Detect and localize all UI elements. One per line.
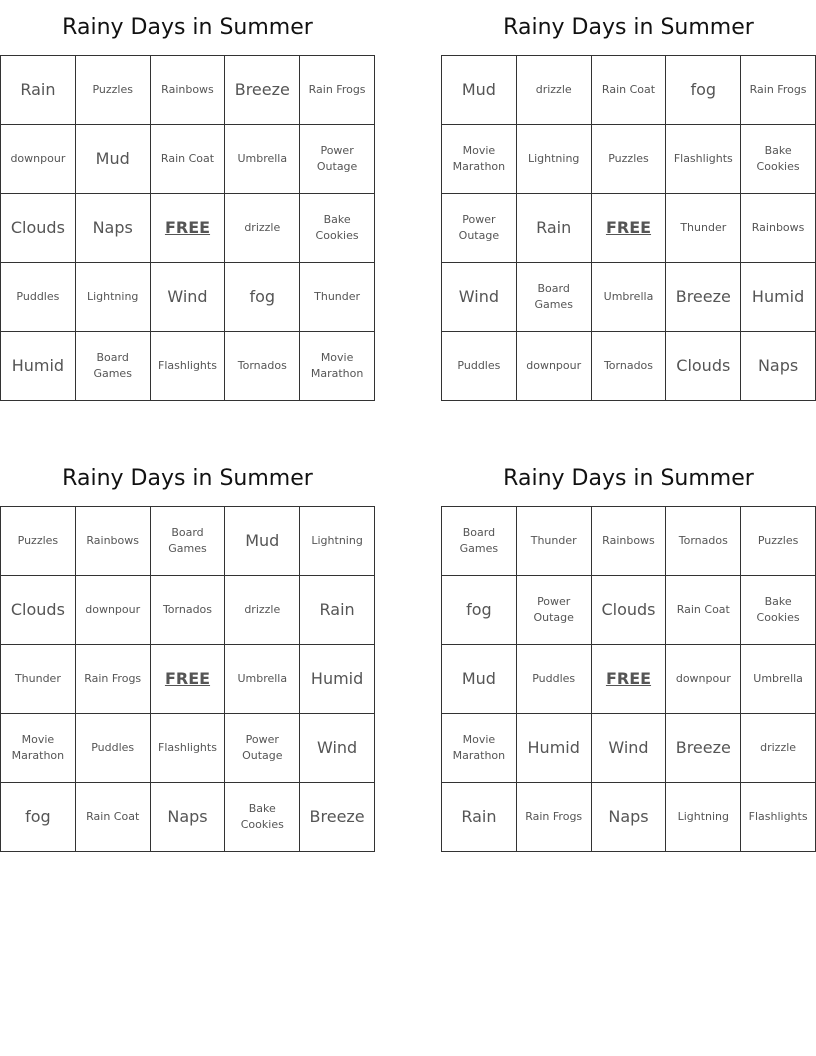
grid-row: [442, 194, 816, 263]
bingo-grid: [0, 506, 375, 852]
bingo-cell: Puzzles: [591, 125, 666, 194]
bingo-card-2: [441, 0, 816, 401]
bingo-cell: Rain Frogs: [516, 783, 591, 852]
grid-row: [1, 507, 375, 576]
bingo-cell: Naps: [591, 783, 666, 852]
bingo-cell: Power Outage: [225, 714, 300, 783]
grid-row: [1, 783, 375, 852]
bingo-cell: Thunder: [300, 263, 375, 332]
bingo-cell: Thunder: [1, 645, 76, 714]
grid-row: [442, 263, 816, 332]
bingo-cell: Movie Marathon: [300, 332, 375, 401]
bingo-cell: Lightning: [75, 263, 150, 332]
bingo-cell: Puzzles: [1, 507, 76, 576]
bingo-cell: Puzzles: [741, 507, 816, 576]
bingo-card-4: [441, 451, 816, 852]
free-space-cell: FREE: [150, 194, 225, 263]
bingo-cell: Tornados: [666, 507, 741, 576]
grid-row: [1, 645, 375, 714]
bingo-grid: [0, 55, 375, 401]
grid-row: [1, 56, 375, 125]
grid-row: [442, 783, 816, 852]
bingo-cell: Rain Frogs: [741, 56, 816, 125]
bingo-cell: fog: [1, 783, 76, 852]
bingo-cell: Clouds: [591, 576, 666, 645]
bingo-cell: Bake Cookies: [741, 125, 816, 194]
free-space-cell: FREE: [591, 645, 666, 714]
bingo-cell: Movie Marathon: [442, 714, 517, 783]
bingo-cell: Rain: [1, 56, 76, 125]
bingo-cell: Rain Coat: [75, 783, 150, 852]
bingo-cell: Tornados: [225, 332, 300, 401]
bingo-cell: downpour: [75, 576, 150, 645]
bingo-cell: Movie Marathon: [1, 714, 76, 783]
bingo-grid: [441, 506, 816, 852]
card-title: Rainy Days in Summer: [62, 466, 313, 491]
bingo-cell: Breeze: [666, 714, 741, 783]
bingo-cell: Naps: [741, 332, 816, 401]
bingo-cell: Umbrella: [225, 645, 300, 714]
grid-row: [1, 332, 375, 401]
bingo-cell: Mud: [75, 125, 150, 194]
bingo-cell: drizzle: [225, 194, 300, 263]
bingo-cell: Bake Cookies: [300, 194, 375, 263]
bingo-cell: Board Games: [516, 263, 591, 332]
bingo-cell: Rain Coat: [666, 576, 741, 645]
bingo-cell: Humid: [300, 645, 375, 714]
bingo-cell: Wind: [442, 263, 517, 332]
bingo-cell: Puddles: [442, 332, 517, 401]
bingo-cell: Naps: [75, 194, 150, 263]
bingo-cell: Rainbows: [150, 56, 225, 125]
bingo-cell: Power Outage: [300, 125, 375, 194]
grid-row: [442, 645, 816, 714]
bingo-cell: Clouds: [666, 332, 741, 401]
bingo-grid: [441, 55, 816, 401]
bingo-cell: Humid: [1, 332, 76, 401]
free-space-cell: FREE: [150, 645, 225, 714]
bingo-cell: Flashlights: [666, 125, 741, 194]
bingo-cell: Mud: [442, 645, 517, 714]
grid-row: [442, 125, 816, 194]
bingo-cell: Humid: [516, 714, 591, 783]
grid-row: [1, 714, 375, 783]
bingo-cell: Movie Marathon: [442, 125, 517, 194]
card-title: Rainy Days in Summer: [62, 15, 313, 40]
bingo-cell: Board Games: [442, 507, 517, 576]
grid-row: [1, 263, 375, 332]
bingo-cell: Clouds: [1, 576, 76, 645]
free-space-cell: FREE: [591, 194, 666, 263]
bingo-card-3: [0, 451, 375, 852]
bingo-cell: Umbrella: [591, 263, 666, 332]
bingo-cell: Tornados: [150, 576, 225, 645]
bingo-cell: Mud: [442, 56, 517, 125]
bingo-cell: Wind: [150, 263, 225, 332]
bingo-cell: Wind: [591, 714, 666, 783]
grid-row: [442, 332, 816, 401]
grid-row: [442, 576, 816, 645]
bingo-cell: Puddles: [1, 263, 76, 332]
bingo-cell: Flashlights: [741, 783, 816, 852]
bingo-card-1: [0, 0, 375, 401]
bingo-cell: Rain Coat: [150, 125, 225, 194]
bingo-cell: Rainbows: [741, 194, 816, 263]
grid-row: [1, 576, 375, 645]
bingo-cell: Bake Cookies: [225, 783, 300, 852]
bingo-cell: Flashlights: [150, 714, 225, 783]
bingo-cell: Breeze: [666, 263, 741, 332]
bingo-cell: Bake Cookies: [741, 576, 816, 645]
card-title: Rainy Days in Summer: [503, 466, 754, 491]
bingo-cell: Breeze: [225, 56, 300, 125]
bingo-cell: Puzzles: [75, 56, 150, 125]
bingo-cell: Breeze: [300, 783, 375, 852]
bingo-cell: Humid: [741, 263, 816, 332]
bingo-cell: Rain: [300, 576, 375, 645]
bingo-cell: drizzle: [516, 56, 591, 125]
bingo-cell: Lightning: [666, 783, 741, 852]
bingo-cell: Flashlights: [150, 332, 225, 401]
bingo-cell: Rainbows: [75, 507, 150, 576]
bingo-cell: Power Outage: [516, 576, 591, 645]
bingo-cell: Clouds: [1, 194, 76, 263]
bingo-cell: fog: [442, 576, 517, 645]
bingo-cell: Puddles: [516, 645, 591, 714]
bingo-cell: drizzle: [225, 576, 300, 645]
bingo-cell: downpour: [516, 332, 591, 401]
bingo-cell: Wind: [300, 714, 375, 783]
grid-row: [442, 714, 816, 783]
grid-row: [1, 194, 375, 263]
grid-row: [442, 507, 816, 576]
bingo-cell: Naps: [150, 783, 225, 852]
bingo-cell: Rainbows: [591, 507, 666, 576]
grid-row: [442, 56, 816, 125]
bingo-cell: fog: [666, 56, 741, 125]
bingo-cell: Power Outage: [442, 194, 517, 263]
bingo-cell: Puddles: [75, 714, 150, 783]
bingo-cell: Board Games: [75, 332, 150, 401]
bingo-cell: Rain Coat: [591, 56, 666, 125]
bingo-cell: Rain: [442, 783, 517, 852]
bingo-cell: Lightning: [516, 125, 591, 194]
bingo-cell: Umbrella: [225, 125, 300, 194]
bingo-cell: Board Games: [150, 507, 225, 576]
bingo-cell: drizzle: [741, 714, 816, 783]
bingo-cell: Rain Frogs: [300, 56, 375, 125]
bingo-cell: Rain: [516, 194, 591, 263]
bingo-cell: Thunder: [516, 507, 591, 576]
bingo-cell: Mud: [225, 507, 300, 576]
bingo-cell: fog: [225, 263, 300, 332]
bingo-cell: Tornados: [591, 332, 666, 401]
bingo-cell: Umbrella: [741, 645, 816, 714]
grid-row: [1, 125, 375, 194]
card-title: Rainy Days in Summer: [503, 15, 754, 40]
bingo-cell: downpour: [666, 645, 741, 714]
bingo-cell: Lightning: [300, 507, 375, 576]
bingo-cell: Rain Frogs: [75, 645, 150, 714]
bingo-cell: downpour: [1, 125, 76, 194]
bingo-cell: Thunder: [666, 194, 741, 263]
